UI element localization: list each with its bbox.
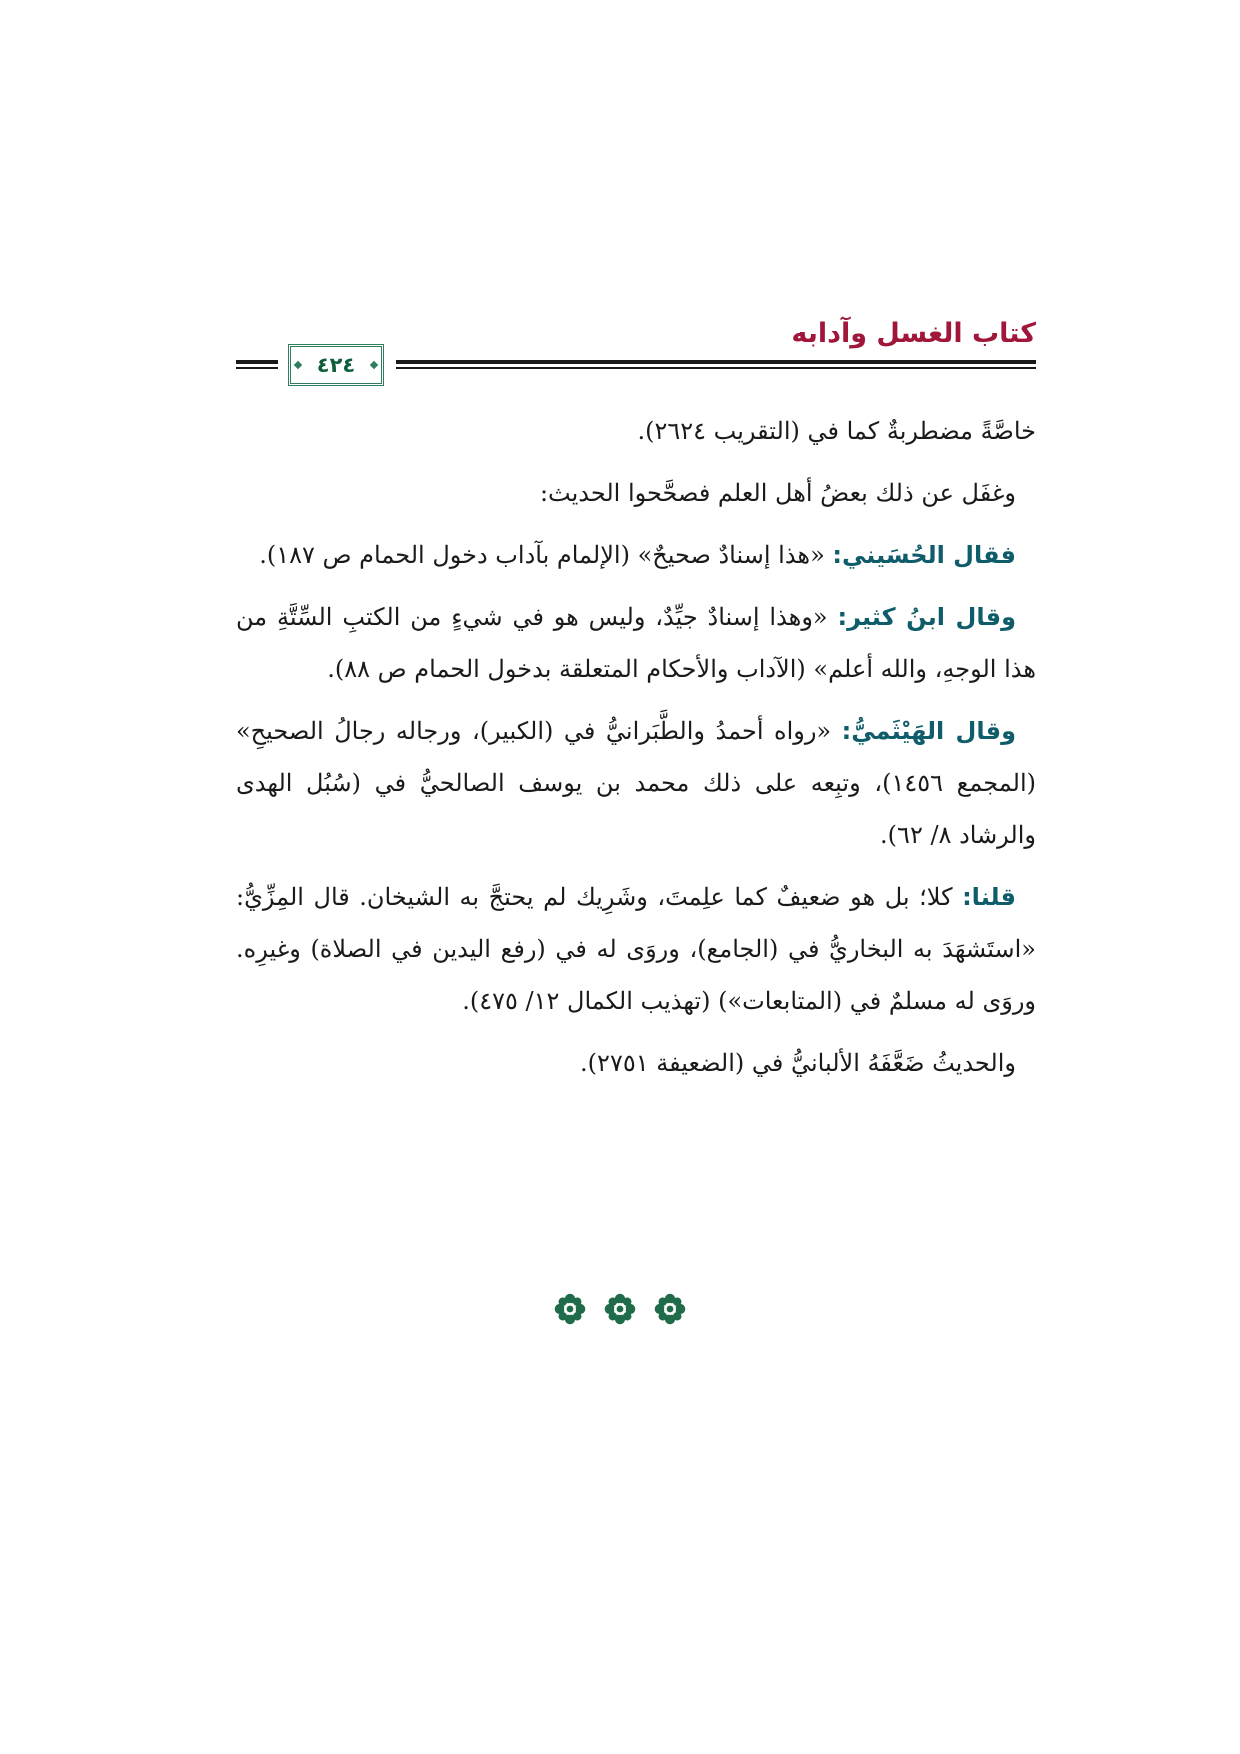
main-text [236, 405, 1036, 1099]
book-title: كتاب الغسل وآدابه [791, 318, 1036, 349]
paragraph-text: وغفَل عن ذلك بعضُ أهل العلم فصحَّحوا الحديث: [539, 479, 1016, 507]
header-rule-left [236, 360, 278, 369]
paragraph-text: «وهذا إسنادٌ جيِّدٌ، وليس هو في شيءٍ من الكتبِ السِّتَّةِ من هذا الوجهِ، والله أعلم» (الآداب والأحكام المتعلقة بدخول الحمام ص ٨٨). [236, 603, 1036, 683]
speaker-label: فقال الحُسَيني: [832, 541, 1016, 569]
speaker-label: وقال ابنُ كثير: [837, 603, 1017, 631]
paragraph-6 [236, 871, 1036, 1027]
paragraph-4 [236, 591, 1036, 695]
paragraph-text: خاصَّةً مضطربةٌ كما في (التقريب ٢٦٢٤). [637, 417, 1036, 445]
paragraph-text: كلا؛ بل هو ضعيفٌ كما علِمتَ، وشَرِيك لم يحتجَّ به الشيخان. قال المِزِّيُّ: «استَشهَدَ به البخاريُّ في (الجامع)، وروَى له في (رفع اليدين في الصلاة) وغيرِه. وروَى له مسلمٌ في (المتابعات») (تهذيب الكمال ١٢/ ٤٧٥). [236, 883, 1036, 1015]
paragraph-text: والحديثُ ضَعَّفَهُ الألبانيُّ في (الضعيفة ٢٧٥١). [580, 1049, 1016, 1077]
header-rule [396, 360, 1036, 369]
speaker-label: قلنا: [962, 883, 1016, 911]
ornament-flower-icon [653, 1292, 687, 1326]
paragraph-7 [236, 1037, 1036, 1089]
section-end-ornament [520, 1292, 720, 1332]
ornament-flower-icon [553, 1292, 587, 1326]
paragraph-text: «رواه أحمدُ والطَّبَرانيُّ في (الكبير)، ورجاله رجالُ الصحيحِ» (المجمع ١٤٥٦)، وتبِعه على ذلك محمد بن يوسف الصالحيُّ في (سُبُل الهدى والرشاد ٨/ ٦٢). [236, 717, 1036, 849]
paragraph-1 [236, 405, 1036, 457]
page-header [236, 318, 1036, 390]
paragraph-text: «هذا إسنادٌ صحيحٌ» (الإلمام بآداب دخول الحمام ص ١٨٧). [259, 541, 825, 569]
paragraph-5 [236, 705, 1036, 861]
ornament-flower-icon [603, 1292, 637, 1326]
page-number-badge [288, 344, 384, 386]
page-number: ٤٢٤ [316, 353, 356, 377]
speaker-label: وقال الهَيْثَميُّ: [841, 717, 1016, 745]
paragraph-2 [236, 467, 1036, 519]
paragraph-3 [236, 529, 1036, 581]
